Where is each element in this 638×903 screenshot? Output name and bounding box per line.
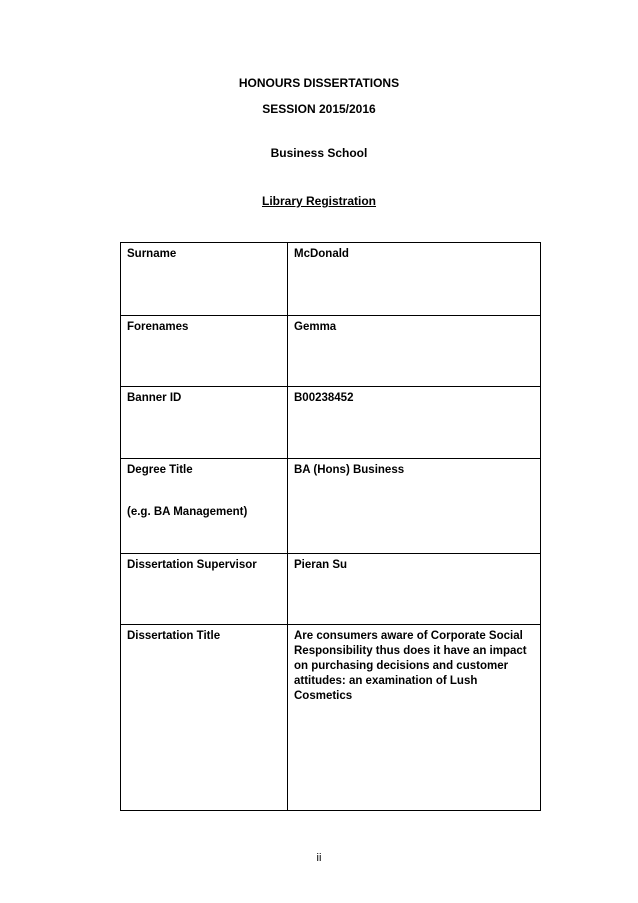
surname-value: McDonald <box>288 243 541 316</box>
surname-label: Surname <box>121 243 288 316</box>
document-title: HONOURS DISSERTATIONS <box>238 76 400 90</box>
banner-id-label: Banner ID <box>121 387 288 459</box>
table-row-forenames <box>121 316 541 387</box>
table-row-degree-title <box>121 459 541 554</box>
registration-heading: Library Registration <box>261 194 377 208</box>
forenames-label: Forenames <box>121 316 288 387</box>
table-row-surname <box>121 243 541 316</box>
table-row-dissertation-title <box>121 625 541 811</box>
dissertation-title-label: Dissertation Title <box>121 625 288 811</box>
degree-title-cell <box>121 459 288 554</box>
school-heading: Business School <box>270 146 368 160</box>
table-row-banner-id <box>121 387 541 459</box>
forenames-value: Gemma <box>288 316 541 387</box>
degree-title-value: BA (Hons) Business <box>288 459 541 554</box>
registration-table <box>120 242 541 811</box>
dissertation-title-value: Are consumers aware of Corporate Social Responsibility thus does it have an impact on purchasing decisions and customer attitudes: an examination of Lush Cosmetics <box>288 625 541 811</box>
degree-title-label: Degree Title <box>127 464 193 476</box>
session-heading: SESSION 2015/2016 <box>262 102 376 116</box>
supervisor-value: Pieran Su <box>288 554 541 625</box>
degree-title-hint: (e.g. BA Management) <box>127 506 248 518</box>
page-number: ii <box>316 852 322 864</box>
banner-id-value: B00238452 <box>288 387 541 459</box>
table-row-supervisor <box>121 554 541 625</box>
supervisor-label: Dissertation Supervisor <box>121 554 288 625</box>
